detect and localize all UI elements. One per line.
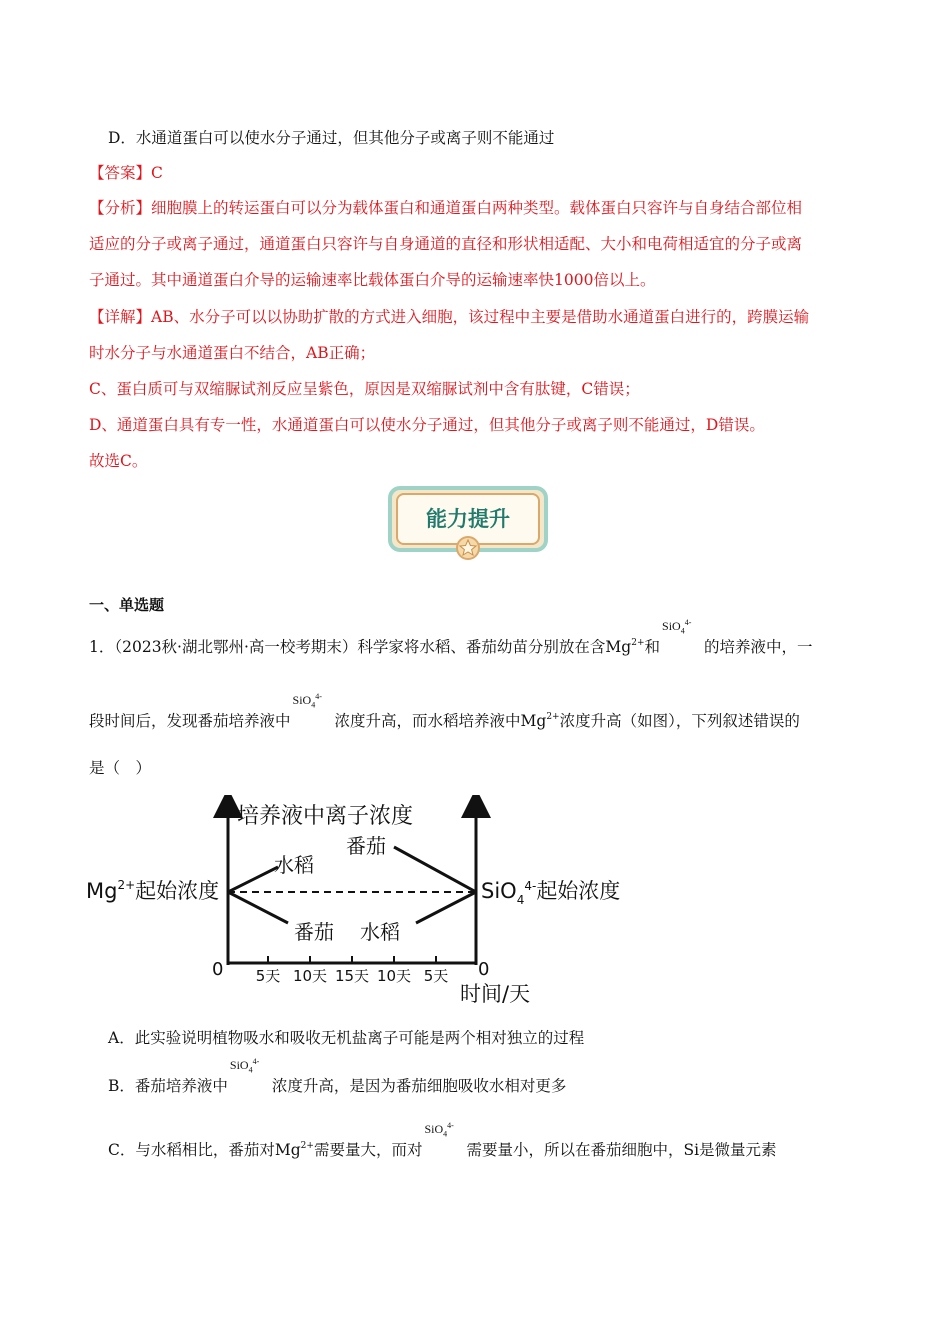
mg-start-label: $Mg^{2+}$起始浓度 — [86, 878, 220, 903]
detail-line-5: 故选C。 — [89, 452, 148, 470]
detail-line-2: 时水分子与水通道蛋白不结合，AB正确； — [89, 344, 376, 362]
detail-line-4: D、通道蛋白具有专一性，水通道蛋白可以使水分子通过，但其他分子或离子则不能通过，D错误。 — [89, 416, 765, 434]
si-rice-line — [416, 892, 476, 923]
mg-rice-label: 水稻 — [274, 853, 314, 877]
origin-right-label: 0 — [478, 959, 490, 980]
sio4-formula: SiO$_4^{4-}$ — [229, 1057, 260, 1075]
mg-rice-line — [228, 867, 278, 892]
answer-line: 【答案】C — [89, 164, 163, 182]
mg-tomato-label: 番茄 — [294, 920, 334, 944]
ability-badge — [388, 486, 548, 556]
badge-label: 能力提升 — [426, 507, 510, 531]
si-tomato-label: 番茄 — [346, 834, 386, 858]
mg-tomato-line — [228, 892, 288, 923]
question-line-2: 段时间后，发现番茄培养液中 SiO$_4^{4-}$ 浓度升高，而水稻培养液中$Mg^{2+}$浓度升高（如图），下列叙述错误的 — [89, 692, 800, 730]
analysis-line-2: 适应的分子或离子通过，通道蛋白只容许与自身通道的直径和形状相适配、大小和电荷相适宜的分子或离 — [89, 235, 803, 253]
tick-label: 10天 — [292, 967, 328, 985]
sio4-formula: SiO$_4^{4-}$ — [292, 692, 322, 710]
option-c: C．与水稻相比，番茄对$Mg^{2+}$需要量大，而对 SiO$_4^{4-}$ 需要量小，所以在番茄细胞中，Si是微量元素 — [108, 1121, 777, 1159]
analysis-line-3: 子通过。其中通道蛋白介导的运输速率比载体蛋白介导的运输速率快1000倍以上。 — [89, 271, 656, 289]
section-title: 一、单选题 — [89, 596, 165, 614]
x-axis-label: 时间/天 — [460, 982, 531, 1005]
question-line-3: 是（ ） — [89, 759, 152, 777]
detail-line-1: 【详解】AB、水分子可以以协助扩散的方式进入细胞，该过程中主要是借助水通道蛋白进行的，跨膜运输 — [89, 308, 810, 326]
option-b: B．番茄培养液中 SiO$_4^{4-}$ 浓度升高，是因为番茄细胞吸收水相对更多 — [108, 1057, 567, 1095]
tick-label: 10天 — [376, 967, 412, 985]
y-axis-label: 培养液中离子浓度 — [237, 804, 414, 829]
detail-line-3: C、蛋白质可与双缩脲试剂反应呈紫色，原因是双缩脲试剂中含有肽键，C错误； — [89, 380, 640, 398]
sio4-start-label: SiO$_4^{4-}$起始浓度 — [481, 879, 621, 907]
analysis-line-1: 【分析】细胞膜上的转运蛋白可以分为载体蛋白和通道蛋白两种类型。载体蛋白只容许与自身结合部位相 — [89, 199, 803, 217]
tick-label: 5天 — [423, 967, 449, 985]
sio4-formula: SiO$_4^{4-}$ — [662, 618, 692, 636]
origin-left-label: 0 — [212, 959, 224, 980]
option-a: A．此实验说明植物吸水和吸收无机盐离子可能是两个相对独立的过程 — [108, 1029, 585, 1047]
question-line-1: 1．（2023秋·湖北鄂州·高一校考期末）科学家将水稻、番茄幼苗分别放在含$Mg^{2+}$和 SiO$_4^{4-}$ 的培养液中，一 — [89, 618, 813, 656]
si-rice-label: 水稻 — [360, 920, 400, 944]
option-d-previous: D．水通道蛋白可以使水分子通过，但其他分子或离子则不能通过 — [108, 129, 555, 147]
ion-concentration-chart — [84, 795, 644, 1005]
si-tomato-line — [394, 847, 476, 892]
tick-label: 15天 — [334, 967, 370, 985]
sio4-formula: SiO$_4^{4-}$ — [424, 1121, 454, 1139]
tick-label: 5天 — [255, 967, 281, 985]
